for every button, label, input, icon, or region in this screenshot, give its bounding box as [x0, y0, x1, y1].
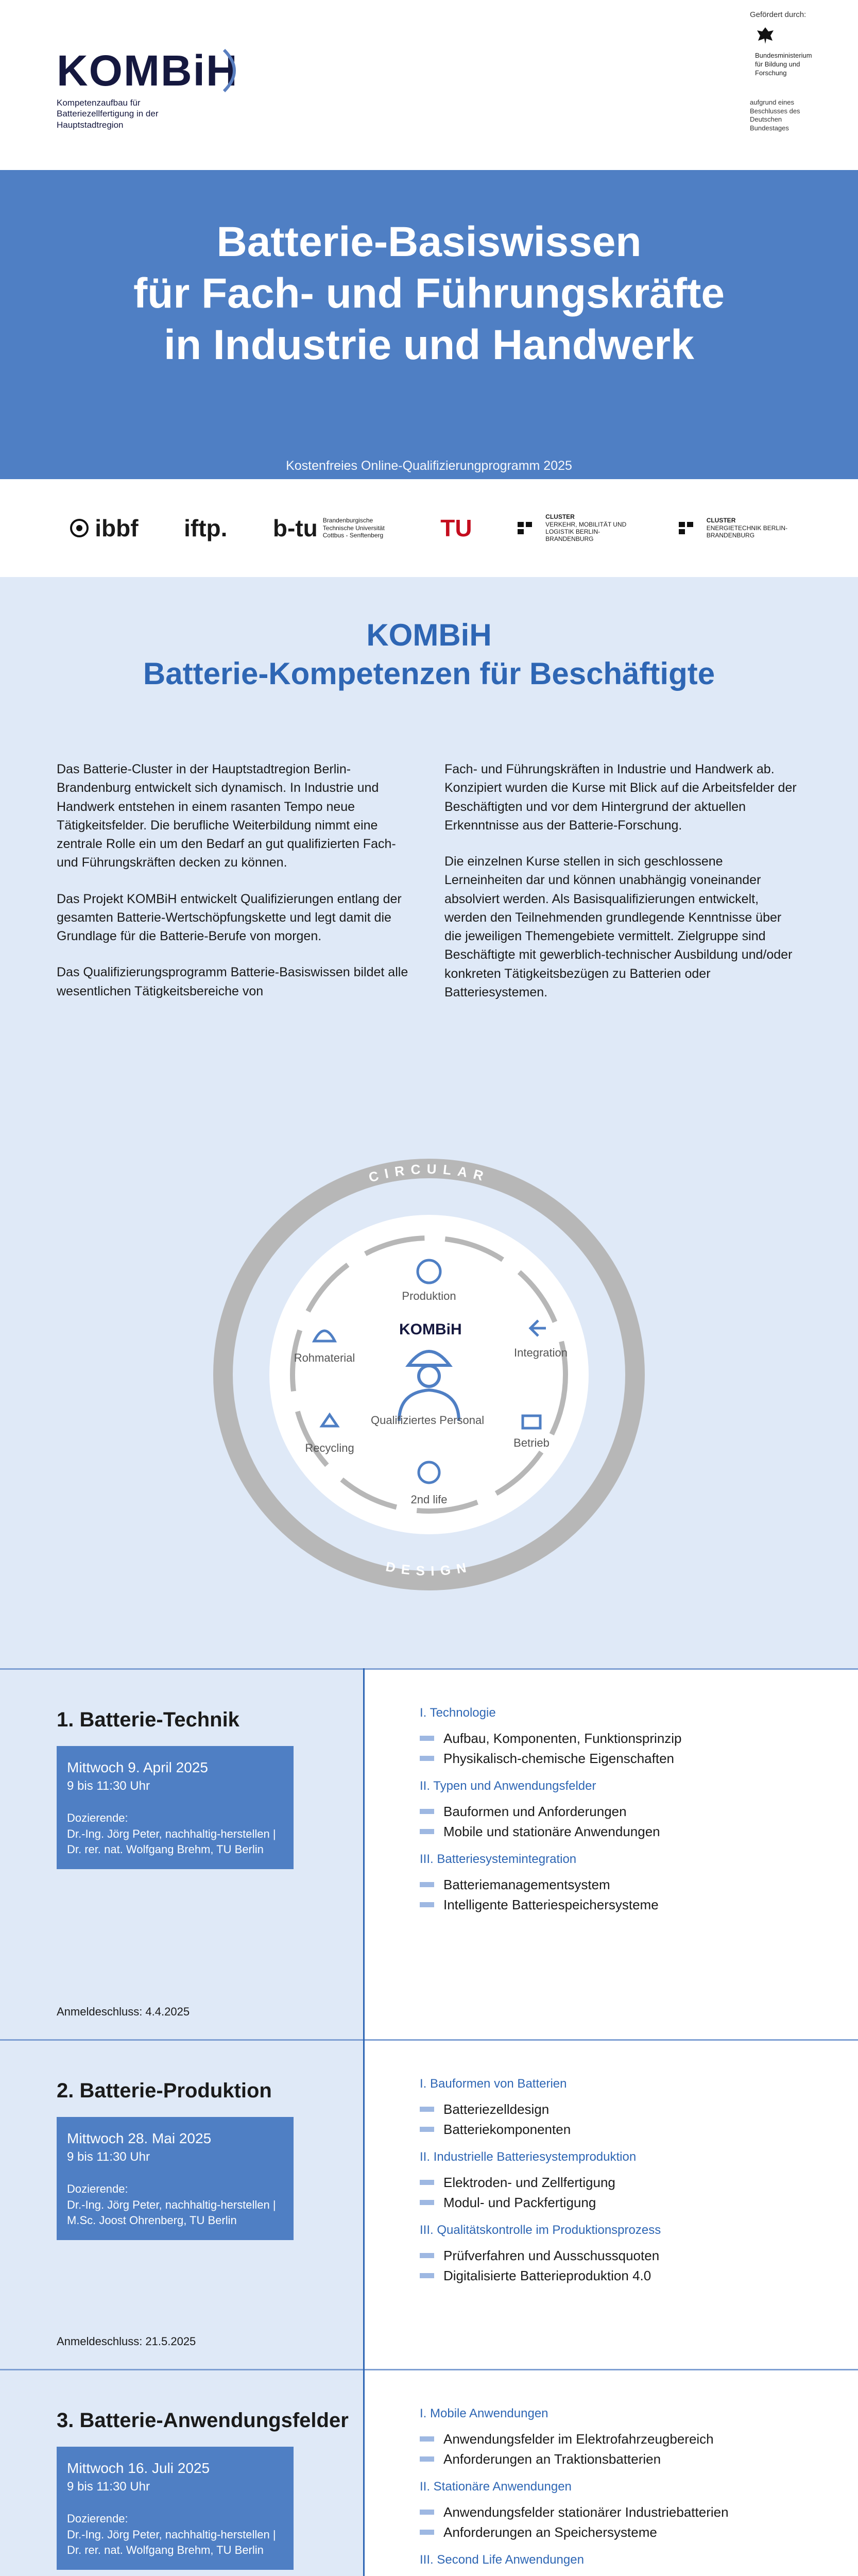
topic-item	[420, 1896, 801, 1914]
lecturers-label: Dozierende:	[67, 2182, 128, 2195]
module-lecturers	[67, 2181, 283, 2229]
module-info	[0, 1670, 363, 2039]
topic-item	[420, 1750, 801, 1768]
bullet-dash-icon	[420, 2273, 434, 2278]
bullet-dash-icon	[420, 2253, 434, 2258]
intro-paragraph: Die einzelnen Kurse stellen in sich geschlossene Lerneinheiten dar und können unabhängig voneinander absolviert werden. Als Basisqualifizierungen entwickelt, werden den Teilnehmenden grundlegende Kenntnisse über die jeweiligen Themengebiete vermittelt. Zielgruppe sind Beschäftigte mit gewerblich-technischer Ausbildung und/oder konkreten Tätigkeitsbezügen zu Batterien oder Batteriesystemen.	[444, 854, 793, 999]
bullet-dash-icon	[420, 1882, 434, 1887]
partner-logo-tu	[440, 514, 472, 542]
intro-paragraph: Das Projekt KOMBiH entwickelt Qualifizierungen entlang der gesamten Batterie-Wertschöpfungskette und legt damit die Grundlage für die Batterie-Berufe von morgen.	[57, 891, 402, 943]
topic-group-heading: I. Bauformen von Batterien	[420, 2077, 567, 2091]
topic-group	[420, 1779, 801, 1841]
topic-item	[420, 1730, 801, 1748]
topic-text: Anwendungsfelder stationärer Industriebatterien	[443, 2504, 729, 2520]
module-date-box	[57, 2447, 294, 2570]
partner-logo-cluster-energie	[679, 517, 789, 539]
topic-item	[420, 2194, 801, 2212]
intro-column-left	[57, 760, 414, 1019]
intro-paragraph: Das Batterie-Cluster in der Hauptstadtregion Berlin-Brandenburg entwickelt sich dynamisch. In Industrie und Handwerk entstehen in einem rasanten Tempo neue Tätigkeitsfelder. Die berufliche Weiterbildung nimmt eine zentrale Rolle ein um den Bedarf an gut qualifizierten Fach- und Führungskräften decken zu können.	[57, 762, 396, 870]
hero-title-line: Batterie-Basiswissen	[216, 218, 642, 265]
module-date: Mittwoch 9. April 2025	[67, 1759, 208, 1775]
topic-group-heading: III. Qualitätskontrolle im Produktionsprozess	[420, 2223, 661, 2238]
topic-group	[420, 2077, 801, 2139]
module-date-box	[57, 1746, 294, 1869]
module-title: 3. Batterie-Anwendungsfelder	[57, 2409, 349, 2432]
topic-group-heading: I. Technologie	[420, 1706, 496, 1720]
bullet-dash-icon	[420, 1809, 434, 1814]
header	[0, 0, 858, 170]
module-time: 9 bis 11:30 Uhr	[67, 2150, 150, 2164]
center-logo: KOMBiH	[399, 1321, 462, 1338]
logo-swoosh-icon	[219, 45, 250, 96]
topic-group	[420, 2223, 801, 2285]
intro-column-right	[444, 760, 801, 1019]
lecturers-names: Dr.-Ing. Jörg Peter, nachhaltig-herstellen | Dr. rer. nat. Wolfgang Brehm, TU Berlin	[67, 1827, 276, 1856]
topic-item	[420, 2100, 801, 2119]
module-date-box	[57, 2117, 294, 2240]
kombih-logo	[57, 46, 238, 130]
circular-design-diagram	[0, 1019, 858, 1668]
topic-text: Elektroden- und Zellfertigung	[443, 2175, 615, 2191]
partner-logo-cluster-verkehr	[518, 513, 633, 543]
topic-text: Prüfverfahren und Ausschussquoten	[443, 2248, 660, 2264]
ring-label-top: CIRCULAR	[367, 1161, 491, 1185]
bullet-dash-icon	[420, 1756, 434, 1761]
topic-group-heading: II. Industrielle Batteriesystemproduktion	[420, 2150, 637, 2164]
lecturers-names: Dr.-Ing. Jörg Peter, nachhaltig-herstellen | M.Sc. Joost Ohrenberg, TU Berlin	[67, 2198, 276, 2227]
topic-text: Anwendungsfelder im Elektrofahrzeugbereich	[443, 2431, 714, 2447]
course-module	[0, 1668, 858, 2039]
bullet-dash-icon	[420, 2436, 434, 2442]
partner-name: iftp.	[184, 515, 228, 541]
partner-name: CLUSTER	[706, 517, 736, 524]
topic-text: Anforderungen an Traktionsbatterien	[443, 2451, 661, 2467]
cluster-mark-icon	[679, 522, 701, 534]
partner-name: TU	[440, 515, 472, 541]
intro-text	[0, 693, 858, 1019]
topic-item	[420, 2523, 801, 2541]
node-label: 2nd life	[410, 1493, 448, 1506]
partner-name: CLUSTER	[545, 513, 575, 521]
lecturers-label: Dozierende:	[67, 2512, 128, 2525]
cluster-mark-icon	[518, 522, 540, 534]
node-label: Integration	[514, 1346, 568, 1359]
partner-caption: ENERGIETECHNIK BERLIN-BRANDENBURG	[706, 524, 788, 539]
topic-group-heading: III. Batteriesystemintegration	[420, 1852, 577, 1867]
topic-item	[420, 1876, 801, 1894]
node-label: Produktion	[402, 1290, 456, 1302]
course-module	[0, 2039, 858, 2369]
topic-item	[420, 2503, 801, 2521]
inner-circle	[269, 1215, 589, 1534]
funder-label: Gefördert durch:	[750, 10, 806, 19]
kombih-section	[0, 577, 858, 1668]
lecturers-names: Dr.-Ing. Jörg Peter, nachhaltig-herstellen | Dr. rer. nat. Wolfgang Brehm, TU Berlin	[67, 2528, 276, 2557]
hero-title-line: für Fach- und Führungskräfte	[133, 270, 725, 317]
bullet-dash-icon	[420, 1736, 434, 1741]
topic-text: Intelligente Batteriespeichersysteme	[443, 1897, 659, 1913]
topic-item	[420, 2247, 801, 2265]
topic-text: Modul- und Packfertigung	[443, 2195, 596, 2211]
section-title-line: Batterie-Kompetenzen für Beschäftigte	[143, 656, 715, 691]
logo-subtitle: Kompetenzaufbau für Batteriezellfertigung in der Hauptstadtregion	[57, 98, 159, 130]
module-date: Mittwoch 28. Mai 2025	[67, 2130, 212, 2146]
section-title	[0, 616, 858, 693]
topic-group	[420, 2553, 801, 2576]
topic-text: Physikalisch-chemische Eigenschaften	[443, 1751, 674, 1767]
module-deadline: Anmeldeschluss: 21.5.2025	[57, 2335, 196, 2348]
module-deadline: Anmeldeschluss: 4.4.2025	[57, 2005, 190, 2018]
funder-name: Bundesministerium für Bildung und Forschung	[755, 52, 812, 77]
partner-caption: VERKEHR, MOBILITÄT UND LOGISTIK BERLIN-BRANDENBURG	[545, 520, 627, 543]
partner-logo-iftp	[184, 514, 227, 542]
topic-group-heading: II. Typen und Anwendungsfelder	[420, 1779, 596, 1793]
module-topics	[363, 2041, 858, 2369]
topic-group	[420, 2480, 801, 2541]
ibbf-mark-icon	[69, 518, 90, 538]
bullet-dash-icon	[420, 2180, 434, 2185]
bullet-dash-icon	[420, 1829, 434, 1834]
module-divider-line	[363, 1668, 365, 2576]
node-label: Betrieb	[513, 1436, 550, 1449]
hero-subtitle: Kostenfreies Online-Qualifizierungprogramm 2025	[286, 459, 572, 473]
topic-text: Digitalisierte Batterieproduktion 4.0	[443, 2268, 651, 2284]
topic-item	[420, 1823, 801, 1841]
module-time: 9 bis 11:30 Uhr	[67, 2480, 150, 2494]
partner-name: ibbf	[95, 515, 139, 541]
topic-group-heading: I. Mobile Anwendungen	[420, 2406, 548, 2420]
hero-title-line: in Industrie und Handwerk	[164, 321, 694, 369]
center-label: Qualifiziertes Personal	[371, 1414, 485, 1427]
topic-text: Batteriezelldesign	[443, 2102, 550, 2117]
module-title: 2. Batterie-Produktion	[57, 2079, 272, 2102]
intro-paragraph: Das Qualifizierungsprogramm Batterie-Basiswissen bildet alle wesentlichen Tätigkeitsbereiche von	[57, 965, 408, 998]
module-lecturers	[67, 2511, 283, 2558]
module-info	[0, 2041, 363, 2369]
hero-banner	[0, 170, 858, 479]
ring-label-bottom: DESIGN	[384, 1558, 474, 1579]
topic-item	[420, 2174, 801, 2192]
topic-text: Mobile und stationäre Anwendungen	[443, 1824, 660, 1840]
topic-text: Aufbau, Komponenten, Funktionsprinzip	[443, 1731, 682, 1746]
topic-group	[420, 2406, 801, 2468]
bullet-dash-icon	[420, 2127, 434, 2132]
topic-text: Batteriekomponenten	[443, 2122, 571, 2138]
bullet-dash-icon	[420, 2456, 434, 2462]
topic-item	[420, 2267, 801, 2285]
topic-item	[420, 2430, 801, 2448]
partner-caption: Brandenburgische Technische Universität Cottbus - Senftenberg	[322, 517, 385, 539]
partner-logos	[0, 479, 858, 577]
course-module	[0, 2369, 858, 2576]
topic-item	[420, 1803, 801, 1821]
module-info	[0, 2370, 363, 2576]
eagle-icon	[755, 25, 776, 46]
cycle-diagram-svg	[0, 1019, 858, 1668]
node-label: Recycling	[305, 1442, 354, 1454]
topic-text: Bauformen und Anforderungen	[443, 1804, 627, 1820]
module-topics	[363, 1670, 858, 2039]
module-time: 9 bis 11:30 Uhr	[67, 1779, 150, 1793]
topic-group	[420, 1706, 801, 1768]
module-lecturers	[67, 1810, 283, 1858]
hero-title	[0, 216, 858, 371]
module-title: 1. Batterie-Technik	[57, 1708, 239, 1731]
intro-paragraph: Fach- und Führungskräften in Industrie und Handwerk ab. Konzipiert wurden die Kurse mit Blick auf die Arbeitsfelder der Beschäftigten und vor dem Hintergrund der aktuellen Erkenntnisse aus der Batterie-Forschung.	[444, 762, 797, 833]
module-date: Mittwoch 16. Juli 2025	[67, 2460, 210, 2476]
partner-name: b-tu	[272, 515, 318, 541]
lecturers-label: Dozierende:	[67, 1811, 128, 1824]
topic-text: Anforderungen an Speichersysteme	[443, 2524, 657, 2540]
topic-item	[420, 2450, 801, 2468]
module-topics	[363, 2370, 858, 2576]
bullet-dash-icon	[420, 1902, 434, 1907]
partner-logo-ibbf	[69, 514, 138, 542]
partner-logo-btu	[273, 514, 395, 542]
bullet-dash-icon	[420, 2510, 434, 2515]
bullet-dash-icon	[420, 2107, 434, 2112]
topic-group-heading: III. Second Life Anwendungen	[420, 2553, 584, 2567]
funder-footnote: aufgrund eines Beschlusses des Deutschen Bundestages	[750, 98, 800, 132]
topic-group	[420, 2150, 801, 2212]
course-modules	[0, 1668, 858, 2576]
bullet-dash-icon	[420, 2530, 434, 2535]
topic-group-heading: II. Stationäre Anwendungen	[420, 2480, 572, 2494]
topic-text: Batteriemanagementsystem	[443, 1877, 610, 1893]
funder-block	[750, 10, 812, 133]
node-label: Rohmaterial	[294, 1351, 355, 1364]
topic-group	[420, 1852, 801, 1914]
logo-text: KOMBiH	[57, 46, 238, 95]
section-title-line: KOMBiH	[366, 618, 492, 652]
topic-item	[420, 2121, 801, 2139]
bullet-dash-icon	[420, 2200, 434, 2205]
